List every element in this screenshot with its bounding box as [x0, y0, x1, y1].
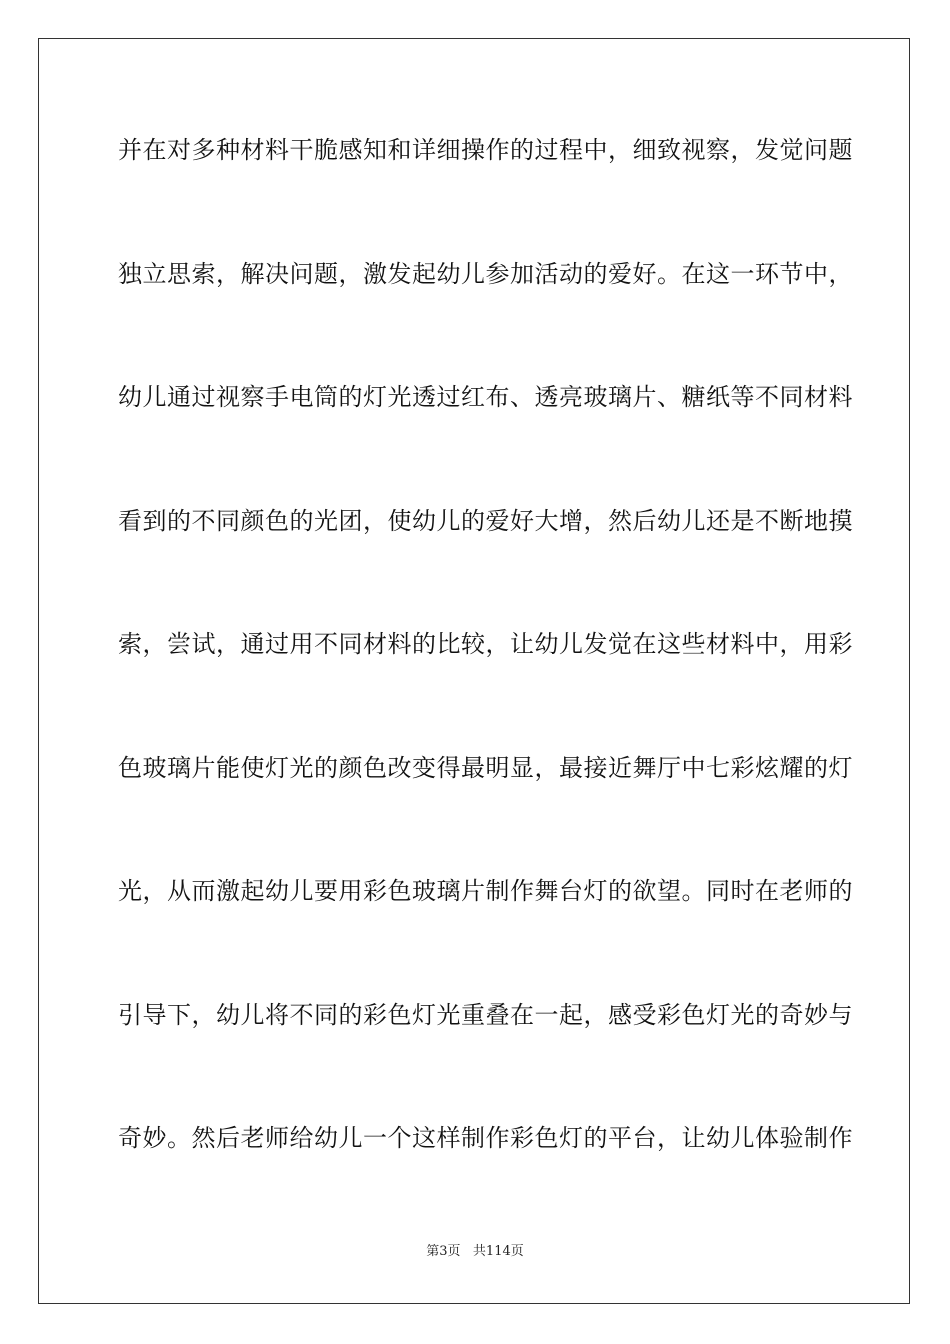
text-line: 并在对多种材料干脆感知和详细操作的过程中，细致视察，发觉问题	[118, 136, 853, 164]
document-body	[118, 120, 853, 1232]
text-line: 索，尝试，通过用不同材料的比较，让幼儿发觉在这些材料中，用彩	[118, 630, 853, 658]
text-line: 看到的不同颜色的光团，使幼儿的爱好大增，然后幼儿还是不断地摸	[118, 506, 853, 535]
text-line: 光，从而激起幼儿要用彩色玻璃片制作舞台灯的欲望。同时在老师的	[118, 877, 853, 905]
text-line: 奇妙。然后老师给幼儿一个这样制作彩色灯的平台，让幼儿体验制作	[118, 1124, 853, 1152]
text-line: 色玻璃片能使灯光的颜色改变得最明显，最接近舞厅中七彩炫耀的灯	[118, 753, 853, 782]
text-line: 引导下，幼儿将不同的彩色灯光重叠在一起，感受彩色灯光的奇妙与	[118, 1000, 853, 1029]
text-line: 幼儿通过视察手电筒的灯光透过红布、透亮玻璃片、糖纸等不同材料	[118, 383, 853, 411]
page-number-footer: 第3页 共114页	[426, 1244, 524, 1259]
text-line: 独立思索，解决问题，激发起幼儿参加活动的爱好。在这一环节中，	[118, 259, 853, 288]
